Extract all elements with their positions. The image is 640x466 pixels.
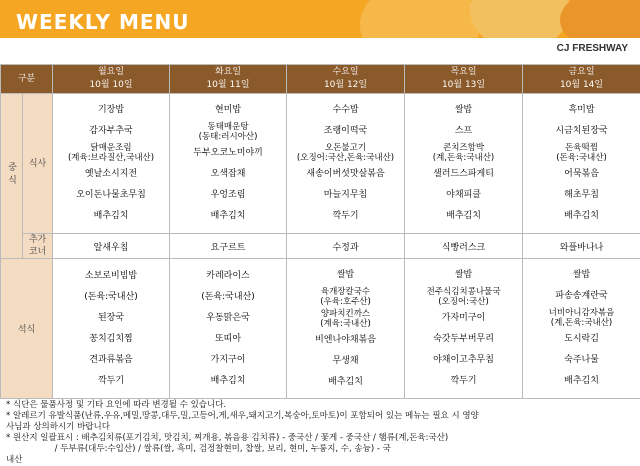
menu-item: 배추김치 [328,376,363,387]
menu-item: 깍두기 [450,376,477,386]
menu-item: 도시락김 [564,334,599,344]
corner-header: 구분 [1,65,53,94]
menu-item: 오이돈나물초무침 [76,190,146,200]
menu-item: 새송이버섯맛살볶음 [306,169,385,179]
lunch-label: 중식 [1,94,23,259]
menu-item: 무생채 [332,355,359,366]
menu-item: 배추김치 [446,211,481,221]
menu-item: 육개장칼국수 (우육:호주산) [320,286,371,307]
dinner-row [1,259,640,399]
menu-item: 전주식김치콩나물국 (오징어:국산) [426,287,501,307]
extra-cell: 와플바나나 [523,234,640,259]
day-header [523,65,640,94]
menu-item: 카레라이스 [206,270,250,281]
menu-item: (돈육:국내산) [84,291,138,302]
dinner-cell [170,259,287,399]
menu-item: 돈육떡찜 (돈육:국내산) [556,143,607,163]
menu-notes [6,400,636,466]
menu-item: 야채피클 [446,190,481,200]
weekly-menu-table [0,64,640,399]
menu-item: 오돈불고기 (오징어:국산,돈육:국내산) [296,143,395,163]
menu-item: 된장국 [97,312,125,323]
menu-item: 해초무침 [564,190,599,200]
menu-item: 시금치된장국 [555,126,608,136]
menu-item: 양파치킨까스 (계육:국내산) [320,308,371,329]
menu-item: 어묵볶음 [564,169,599,179]
day-header [405,65,523,94]
menu-item: 콘치즈함박 (계,돈육:국내산) [432,143,495,163]
menu-item: 쌀밥 [572,270,591,280]
menu-item: 너비아니감자볶음 (계,돈육:국내산) [548,308,615,328]
note-line: / 두부류(대두:수입산) / 쌀류(쌀, 흑미, 검정찰현미, 찹쌀, 보리, 현미, 누룽지, 수, 송늉) - 국 [6,444,391,454]
menu-item: 기장밥 [97,105,125,115]
meal-sub-label: 식사 [23,94,53,234]
menu-item: 오색잡채 [210,169,246,179]
day-name: 화요일 [214,67,242,77]
dinner-cell [523,259,640,399]
menu-item: 파송송계란국 [555,291,608,301]
day-date: 10월 14일 [559,80,604,90]
menu-item: 조랭이떡국 [323,126,368,136]
day-date: 10월 12일 [323,80,368,90]
menu-item: 닭매운조림 (계육:브라질산,국내산) [67,143,155,163]
dinner-cell [53,259,170,399]
day-header [170,65,287,94]
day-header [53,65,170,94]
menu-item: 샐러드스파게티 [433,169,494,179]
day-name: 월요일 [97,67,125,77]
menu-item: 꽁치김치찜 [89,333,133,344]
menu-item: 감자부추국 [89,126,133,136]
extra-cell: 알새우칩 [53,234,170,259]
lunch-cell [405,94,523,234]
day-name: 수요일 [332,67,359,77]
header-divider [0,38,640,62]
extra-cell: 수정과 [287,234,405,259]
lunch-cell [53,94,170,234]
table-header-row [1,65,640,94]
menu-item: 견과류볶음 [89,354,133,365]
day-date: 10월 10일 [89,80,133,90]
menu-item: 소보로비빔밥 [84,270,138,281]
menu-item: 깍두기 [332,211,359,221]
menu-item: 배추김치 [564,211,599,221]
note-line: * 알레르기 유발식품(난류,우유,메밀,땅콩,대두,밀,고등어,게,새우,돼지고기,복숭아,토마토)이 포함되어 있는 메뉴는 필요 시 영양 [6,411,479,421]
menu-item: 쌀밥 [454,270,473,280]
note-line: * 원산지 일괄표시 : 배추김치류(포기김치, 맛김치, 찌개용, 볶음용 김치류) - 중국산 / 꽃게 - 중국산 / 햄류(계,돈육:국산) [6,433,449,443]
menu-item: 또띠아 [214,333,242,344]
extra-cell: 요구르트 [170,234,287,259]
menu-item: 수수밥 [332,105,359,115]
lunch-cell [523,94,640,234]
menu-item: 우엉조림 [210,190,246,200]
extra-cell: 식빵러스크 [405,234,523,259]
menu-item: 숙주나물 [564,355,599,365]
day-date: 10월 11일 [206,80,250,90]
menu-item: 현미밥 [214,105,242,115]
lunch-cell [170,94,287,234]
note-line: * 식단은 물품사정 및 기타 요인에 따라 변경될 수 있습니다. [6,400,227,410]
menu-item: 우동맑은국 [206,312,250,323]
menu-item: 가자미구이 [441,313,486,323]
dinner-label: 석식 [1,259,53,399]
menu-item: 깍두기 [97,375,125,386]
day-name: 목요일 [450,67,477,77]
menu-item: (돈육:국내산) [201,291,255,302]
brand-logo: CJ FRESHWAY [556,43,628,54]
menu-item: 마늘지무침 [323,190,368,200]
menu-item: 두부오코노미야끼 [193,148,263,158]
menu-item: 비엔나야채볶음 [315,334,376,345]
menu-item: 숙갓두부버무리 [433,334,494,344]
page-title: WEEKLY MENU [16,10,190,34]
menu-item: 흑미밥 [568,105,595,115]
extra-corner-row [1,234,640,259]
day-date: 10월 13일 [441,80,486,90]
menu-item: 배추김치 [210,211,246,221]
menu-item: 가지구이 [210,354,246,365]
extra-corner-label: 추가 코너 [23,234,53,259]
lunch-cell [287,94,405,234]
menu-item: 쌀밥 [336,269,355,280]
menu-item: 스프 [454,126,473,136]
menu-item: 동태매운탕 (동태:러시아산) [198,122,258,142]
menu-item: 배추김치 [93,211,129,221]
menu-item: 배추김치 [564,376,599,386]
menu-item: 야채이고추무침 [433,355,494,365]
lunch-meal-row [1,94,640,234]
day-name: 금요일 [568,67,595,77]
note-line: 사님과 상의하시기 바랍니다 [6,422,110,432]
menu-item: 배추김치 [210,375,246,386]
dinner-cell [287,259,405,399]
dinner-cell [405,259,523,399]
menu-item: 쌀밥 [454,105,473,115]
note-line: 내산 [6,455,23,465]
menu-item: 옛날소시지전 [84,169,138,179]
day-header [287,65,405,94]
